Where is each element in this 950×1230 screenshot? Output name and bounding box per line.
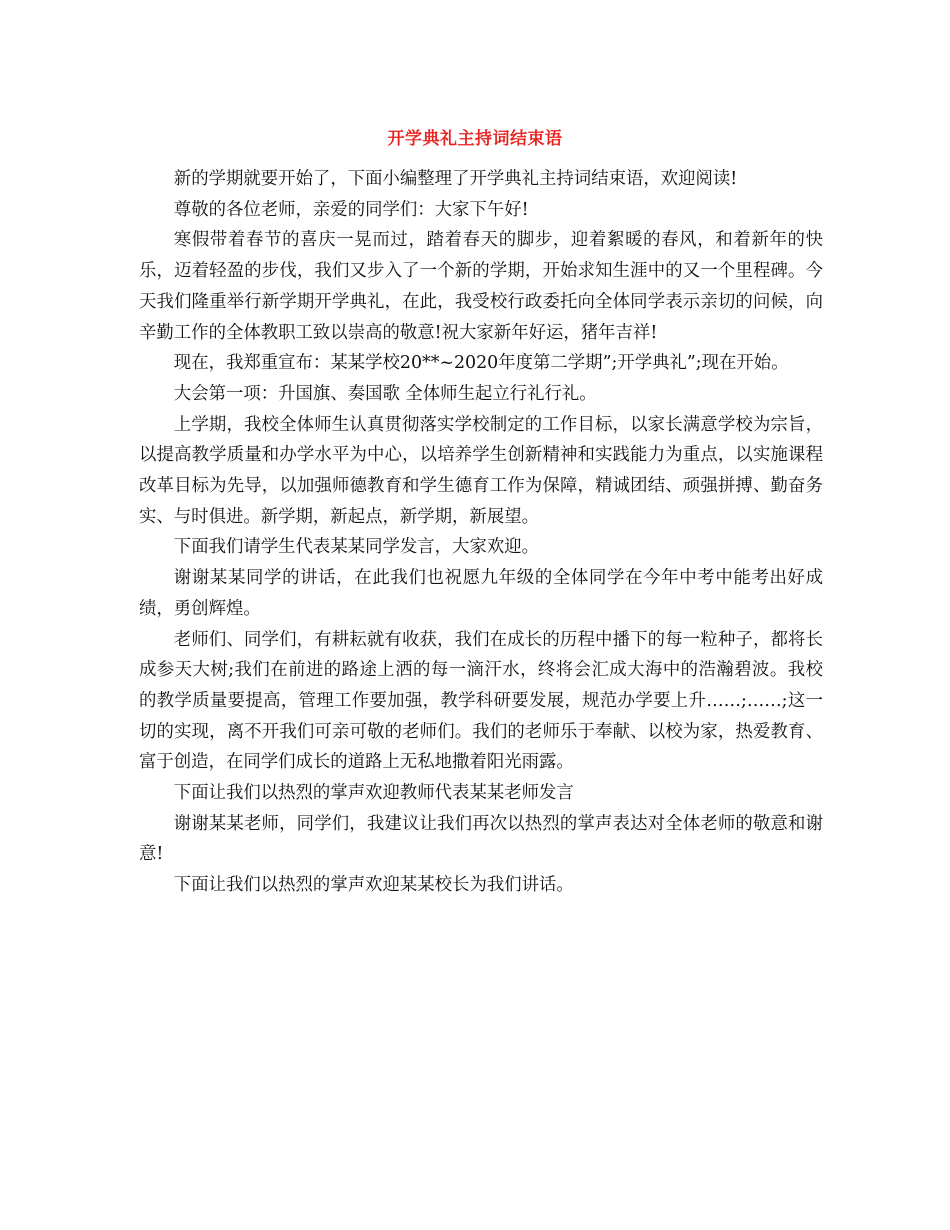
paragraph-5: 大会第一项：升国旗、奏国歌 全体师生起立行礼行礼。 [173,383,597,404]
paragraph-2: 尊敬的各位老师，亲爱的同学们：大家下午好! [173,199,529,220]
paragraph-9: 老师们、同学们，有耕耘就有收获，我们在成长的历程中播下的每一粒种子，都将长成参天大树;我们在前进的路途上洒的每一滴汗水，终将会汇成大海中的浩瀚碧波。我校的教学质量要提高，管理工作要加强，教学科研要发展，规范办学要上升……;……;这一切的实现，离不开我们可亲可敬的老师们。我们的老师乐于奉献、以校为家，热爱教育、富于创造，在同学们成长的道路上无私地撒着阳光雨露。 [139,629,823,773]
paragraph-4: 现在，我郑重宣布：某某学校20**~2020年度第二学期”;开学典礼”;现在开始。 [173,353,789,374]
document-body [139,164,823,901]
paragraph-11: 谢谢某某老师，同学们，我建议让我们再次以热烈的掌声表达对全体老师的敬意和谢意! [139,813,823,865]
paragraph-10: 下面让我们以热烈的掌声欢迎教师代表某某老师发言 [173,783,574,804]
paragraph-6: 上学期，我校全体师生认真贯彻落实学校制定的工作目标，以家长满意学校为宗旨，以提高教学质量和办学水平为中心，以培养学生创新精神和实践能力为重点，以实施课程改革目标为先导，以加强师德教育和学生德育工作为保障，精诚团结、顽强拼搏、勤奋务实、与时俱进。新学期，新起点，新学期，新展望。 [139,414,823,527]
paragraph-7: 下面我们请学生代表某某同学发言，大家欢迎。 [173,537,540,558]
paragraph-12: 下面让我们以热烈的掌声欢迎某某校长为我们讲话。 [173,875,574,896]
paragraph-3: 寒假带着春节的喜庆一晃而过，踏着春天的脚步，迎着絮暖的春风，和着新年的快乐，迈着轻盈的步伐，我们又步入了一个新的学期，开始求知生涯中的又一个里程碑。今天我们隆重举行新学期开学典礼，在此，我受校行政委托向全体同学表示亲切的问候，向辛勤工作的全体教职工致以崇高的敬意!祝大家新年好运，猪年吉祥! [139,230,823,343]
paragraph-1: 新的学期就要开始了，下面小编整理了开学典礼主持词结束语，欢迎阅读! [173,169,738,189]
paragraph-8: 谢谢某某同学的讲话，在此我们也祝愿九年级的全体同学在今年中考中能考出好成绩，勇创辉煌。 [139,568,823,619]
document-title: 开学典礼主持词结束语 [387,129,563,149]
